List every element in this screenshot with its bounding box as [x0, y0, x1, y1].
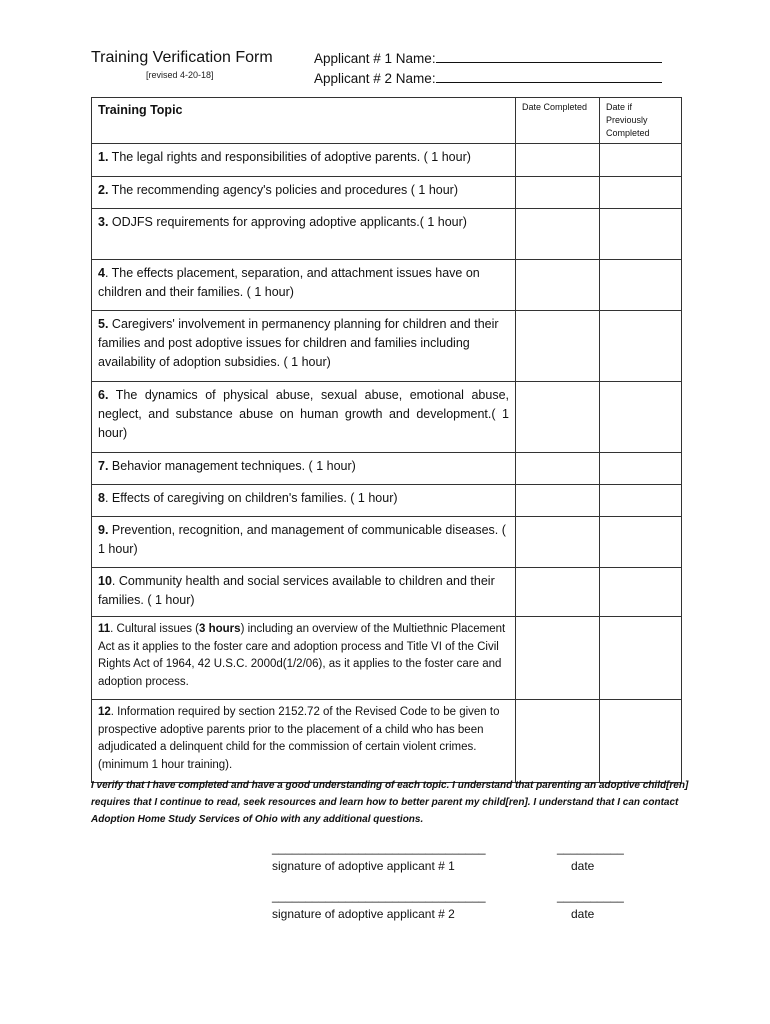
date-completed-field[interactable]	[516, 311, 600, 382]
date-previous-field[interactable]	[600, 453, 682, 485]
date-previous-field[interactable]	[600, 382, 682, 453]
date-completed-field[interactable]	[516, 209, 600, 260]
topic-cell: 7. Behavior management techniques. ( 1 hour)	[92, 453, 516, 485]
applicant-1-name-line	[314, 50, 662, 66]
date-2-label: date	[571, 907, 595, 921]
table-row	[92, 617, 682, 700]
date-previous-field[interactable]	[600, 144, 682, 177]
date-completed-field[interactable]	[516, 177, 600, 209]
topic-cell: 12. Information required by section 2152.72 of the Revised Code to be given to prospective adoptive parents prior to the placement of a child who has been adjudicated a delinquent child for the commission of certain violent crimes. (minimum 1 hour training).	[92, 700, 516, 783]
date-1-field[interactable]: __________	[557, 841, 624, 855]
applicant-2-name-line	[314, 70, 662, 86]
topic-cell: 10. Community health and social services available to children and their families. ( 1 hour)	[92, 568, 516, 617]
verification-statement: I verify that I have completed and have a good understanding of each topic. I understand that parenting an adoptive child[ren] requires that I continue to read, seek resources and learn how to better parent my child[ren]. I understand that I can contact Adoption Home Study Services of Ohio with any additional questions.	[91, 780, 689, 825]
date-previous-field[interactable]	[600, 311, 682, 382]
table-row	[92, 260, 682, 311]
topic-cell: 11. Cultural issues (3 hours) including an overview of the Multiethnic Placement Act as it applies to the foster care and adoption process and Title VI of the Civil Rights Act of 1964, 42 U.S.C. 2000d(1/2/06), as it applies to the foster care and adoption process.	[92, 617, 516, 700]
date-completed-field[interactable]	[516, 453, 600, 485]
date-1-label: date	[571, 859, 595, 873]
date-previous-field[interactable]	[600, 617, 682, 700]
topic-cell: 9. Prevention, recognition, and management of communicable diseases. ( 1 hour)	[92, 517, 516, 568]
date-previous-field[interactable]	[600, 209, 682, 260]
date-completed-field[interactable]	[516, 260, 600, 311]
header-training-topic: Training Topic	[92, 98, 516, 144]
table-header-row	[92, 98, 682, 144]
topic-cell: 1. The legal rights and responsibilities of adoptive parents. ( 1 hour)	[92, 144, 516, 177]
topic-cell: 3. ODJFS requirements for approving adoptive applicants.( 1 hour)	[92, 209, 516, 260]
applicant-2-name-field[interactable]	[436, 70, 662, 83]
bold-hours: 3 hours	[199, 623, 241, 635]
signature-1-field[interactable]: ________________________________	[272, 841, 486, 855]
signature-1-label: signature of adoptive applicant # 1	[272, 859, 455, 873]
date-completed-field[interactable]	[516, 382, 600, 453]
table-row	[92, 311, 682, 382]
topic-cell: 6. The dynamics of physical abuse, sexual abuse, emotional abuse, neglect, and substance abuse on human growth and development.( 1 hour)	[92, 382, 516, 453]
date-2-field[interactable]: __________	[557, 889, 624, 903]
header-date-previously-completed: Date if Previously Completed	[600, 98, 682, 144]
form-title: Training Verification Form	[91, 49, 273, 66]
training-topics-table	[91, 97, 682, 783]
signature-2-field[interactable]: ________________________________	[272, 889, 486, 903]
table-row	[92, 144, 682, 177]
table-row	[92, 485, 682, 517]
date-previous-field[interactable]	[600, 568, 682, 617]
topic-cell: 5. Caregivers' involvement in permanency planning for children and their families and post adoptive issues for children and families including availability of adoption subsidies. ( 1 hour)	[92, 311, 516, 382]
topic-cell: 4. The effects placement, separation, and attachment issues have on children and their families. ( 1 hour)	[92, 260, 516, 311]
topic-cell: 8. Effects of caregiving on children's families. ( 1 hour)	[92, 485, 516, 517]
applicant-1-label: Applicant # 1 Name:	[314, 51, 436, 66]
date-previous-field[interactable]	[600, 700, 682, 783]
date-completed-field[interactable]	[516, 144, 600, 177]
table-row	[92, 568, 682, 617]
date-completed-field[interactable]	[516, 485, 600, 517]
date-completed-field[interactable]	[516, 700, 600, 783]
date-previous-field[interactable]	[600, 517, 682, 568]
date-completed-field[interactable]	[516, 517, 600, 568]
applicant-2-label: Applicant # 2 Name:	[314, 71, 436, 86]
date-completed-field[interactable]	[516, 617, 600, 700]
date-previous-field[interactable]	[600, 260, 682, 311]
topic-cell: 2. The recommending agency's policies and procedures ( 1 hour)	[92, 177, 516, 209]
table-row	[92, 382, 682, 453]
date-previous-field[interactable]	[600, 177, 682, 209]
date-previous-field[interactable]	[600, 485, 682, 517]
header-date-completed: Date Completed	[516, 98, 600, 144]
revision-note: [revised 4-20-18]	[146, 70, 214, 80]
table-row	[92, 517, 682, 568]
table-row	[92, 177, 682, 209]
table-row	[92, 700, 682, 783]
signature-2-label: signature of adoptive applicant # 2	[272, 907, 455, 921]
date-completed-field[interactable]	[516, 568, 600, 617]
table-row	[92, 209, 682, 260]
applicant-1-name-field[interactable]	[436, 50, 662, 63]
table-row	[92, 453, 682, 485]
